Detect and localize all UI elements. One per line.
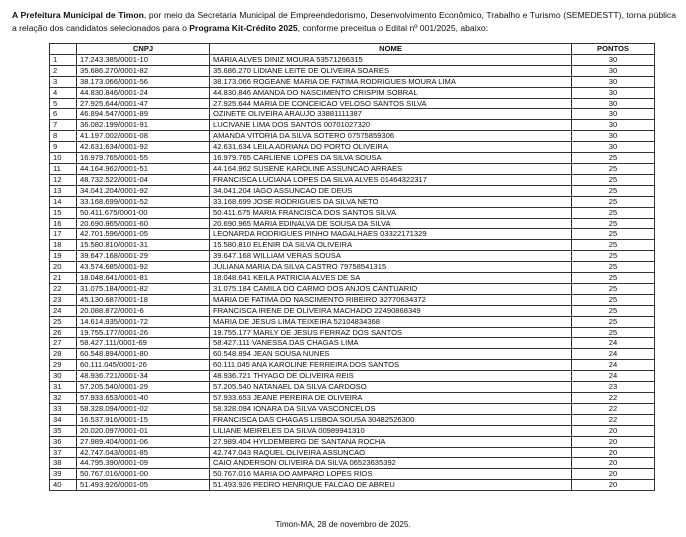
pontos-cell: 25 <box>572 153 655 164</box>
nome-cell: 34.041.204 IAGO ASSUNCAO DE DEUS <box>210 185 572 196</box>
cnpj-cell: 15.580.810/0001-31 <box>77 240 210 251</box>
cnpj-cell: 38.173.066/0001-56 <box>77 76 210 87</box>
table-row <box>50 229 655 240</box>
row-number: 23 <box>50 294 77 305</box>
table-row <box>50 480 655 491</box>
nome-cell: 57.205.540 NATANAEL DA SILVA CARDOSO <box>210 382 572 393</box>
nome-cell: MARIA ALVES DINIZ MOURA 53571266315 <box>210 54 572 65</box>
table-row <box>50 305 655 316</box>
table-row <box>50 142 655 153</box>
nome-cell: 44.164.962 SUSENE KAROLINE ASSUNCAO ARRAES <box>210 163 572 174</box>
row-number: 12 <box>50 174 77 185</box>
nome-cell: AMANDA VITORIA DA SILVA SOTERO 07575859306 <box>210 131 572 142</box>
table-row <box>50 382 655 393</box>
pontos-cell: 20 <box>572 480 655 491</box>
pontos-cell: 20 <box>572 447 655 458</box>
pontos-cell: 25 <box>572 163 655 174</box>
cnpj-cell: 44.795.390/0001-09 <box>77 458 210 469</box>
cnpj-cell: 57.933.653/0001-40 <box>77 393 210 404</box>
cnpj-cell: 44.164.962/0001-51 <box>77 163 210 174</box>
table-row <box>50 371 655 382</box>
table-row <box>50 349 655 360</box>
pontos-cell: 25 <box>572 251 655 262</box>
cnpj-cell: 20.690.965/0001-60 <box>77 218 210 229</box>
row-number: 3 <box>50 76 77 87</box>
row-number: 38 <box>50 458 77 469</box>
table-row <box>50 283 655 294</box>
row-number: 34 <box>50 414 77 425</box>
pontos-cell: 25 <box>572 305 655 316</box>
nome-cell: 19.755.177 MARLY DE JESUS FERRAZ DOS SANTOS <box>210 327 572 338</box>
row-number: 4 <box>50 87 77 98</box>
table-row <box>50 469 655 480</box>
pontos-cell: 25 <box>572 327 655 338</box>
footer-date: Timon-MA, 28 de novembro de 2025. <box>275 520 411 529</box>
pontos-cell: 30 <box>572 54 655 65</box>
row-number: 2 <box>50 65 77 76</box>
intro-text-1: , por meio da Secretaria Municipal de Empreendedorismo, Desenvolvimento Econômico, Trabalho e Turismo (SEMEDESTT), torna pública a relação dos candidatos selecionados para o <box>12 10 676 33</box>
row-number: 37 <box>50 447 77 458</box>
nome-cell: 33.168.699 JOSE RODRIGUES DA SILVA NETO <box>210 196 572 207</box>
cnpj-cell: 33.168.699/0001-52 <box>77 196 210 207</box>
row-number: 21 <box>50 273 77 284</box>
pontos-cell: 24 <box>572 338 655 349</box>
nome-cell: 60.548.894 JEAN SOUSA NUNES <box>210 349 572 360</box>
cnpj-cell: 14.614.935/0001-72 <box>77 316 210 327</box>
pontos-cell: 22 <box>572 414 655 425</box>
nome-cell: 39.647.168 WILLIAM VERAS SOUSA <box>210 251 572 262</box>
cnpj-cell: 43.574.685/0001-92 <box>77 262 210 273</box>
cnpj-cell: 50.767.016/0001-00 <box>77 469 210 480</box>
row-number: 40 <box>50 480 77 491</box>
row-number: 39 <box>50 469 77 480</box>
table-row <box>50 196 655 207</box>
table-row <box>50 262 655 273</box>
cnpj-cell: 41.197.002/0001-08 <box>77 131 210 142</box>
intro-bold-program: Programa Kit-Crédito 2025 <box>189 22 298 33</box>
table-row <box>50 436 655 447</box>
cnpj-cell: 57.205.540/0001-29 <box>77 382 210 393</box>
pontos-cell: 30 <box>572 76 655 87</box>
row-number: 18 <box>50 240 77 251</box>
row-number: 22 <box>50 283 77 294</box>
cnpj-cell: 34.041.204/0001-92 <box>77 185 210 196</box>
pontos-cell: 24 <box>572 371 655 382</box>
pontos-cell: 25 <box>572 185 655 196</box>
nome-cell: 51.493.926 PEDRO HENRIQUE FALCAO DE ABREU <box>210 480 572 491</box>
header-pontos: PONTOS <box>572 44 655 55</box>
cnpj-cell: 16.537.916/0001-15 <box>77 414 210 425</box>
cnpj-cell: 60.548.894/0001-80 <box>77 349 210 360</box>
row-number: 35 <box>50 425 77 436</box>
table-row <box>50 327 655 338</box>
table-row <box>50 98 655 109</box>
cnpj-cell: 48.936.721/0001-34 <box>77 371 210 382</box>
header-nome: NOME <box>210 44 572 55</box>
table-row <box>50 54 655 65</box>
nome-cell: 27.989.404 HYLDEMBERG DE SANTANA ROCHA <box>210 436 572 447</box>
cnpj-cell: 46.894.547/0001-89 <box>77 109 210 120</box>
cnpj-cell: 58.328.094/0001-02 <box>77 403 210 414</box>
intro-text-2: , conforme preceitua o Edital nº 001/2025, abaixo: <box>297 22 489 33</box>
nome-cell: 44.830.846 AMANDA DO NASCIMENTO CRISPIM SOBRAL <box>210 87 572 98</box>
nome-cell: 58.427.111 VANESSA DAS CHAGAS LIMA <box>210 338 572 349</box>
table-row <box>50 65 655 76</box>
table-row <box>50 120 655 131</box>
table-row <box>50 153 655 164</box>
row-number: 27 <box>50 338 77 349</box>
row-number: 36 <box>50 436 77 447</box>
row-number: 1 <box>50 54 77 65</box>
pontos-cell: 25 <box>572 174 655 185</box>
nome-cell: 15.580.810 ELENIR DA SILVA OLIVEIRA <box>210 240 572 251</box>
table-row <box>50 185 655 196</box>
row-number: 15 <box>50 207 77 218</box>
pontos-cell: 20 <box>572 458 655 469</box>
table-row <box>50 360 655 371</box>
table-row <box>50 393 655 404</box>
cnpj-cell: 50.411.675/0001-00 <box>77 207 210 218</box>
cnpj-cell: 48.732.522/0001-04 <box>77 174 210 185</box>
pontos-cell: 25 <box>572 316 655 327</box>
row-number: 28 <box>50 349 77 360</box>
table-row <box>50 163 655 174</box>
table-row <box>50 240 655 251</box>
row-number: 14 <box>50 196 77 207</box>
table-row <box>50 207 655 218</box>
cnpj-cell: 45.130.687/0001-18 <box>77 294 210 305</box>
cnpj-cell: 20.088.872/0001-6 <box>77 305 210 316</box>
table-row <box>50 403 655 414</box>
nome-cell: 50.411.675 MARIA FRANCISCA DOS SANTOS SILVA <box>210 207 572 218</box>
pontos-cell: 22 <box>572 393 655 404</box>
table-row <box>50 218 655 229</box>
row-number: 17 <box>50 229 77 240</box>
nome-cell: 27.925.644 MARIA DE CONCEICAO VELOSO SANTOS SILVA <box>210 98 572 109</box>
row-number: 16 <box>50 218 77 229</box>
table-row <box>50 251 655 262</box>
row-number: 25 <box>50 316 77 327</box>
cnpj-cell: 19.755.177/0001-26 <box>77 327 210 338</box>
table-row <box>50 174 655 185</box>
row-number: 11 <box>50 163 77 174</box>
row-number: 24 <box>50 305 77 316</box>
nome-cell: 50.767.016 MARIA DO AMPARO LOPES RIOS <box>210 469 572 480</box>
table-row <box>50 76 655 87</box>
row-number: 32 <box>50 393 77 404</box>
row-number: 13 <box>50 185 77 196</box>
nome-cell: LUCIVANE LIMA DOS SANTOS 00701027320 <box>210 120 572 131</box>
nome-cell: FRANCISCA LUCIANA LOPES DA SILVA ALVES 01464322317 <box>210 174 572 185</box>
pontos-cell: 24 <box>572 360 655 371</box>
pontos-cell: 30 <box>572 98 655 109</box>
nome-cell: 58.328.094 IONARA DA SILVA VASCONCELOS <box>210 403 572 414</box>
cnpj-cell: 35.686.270/0001-82 <box>77 65 210 76</box>
pontos-cell: 30 <box>572 120 655 131</box>
table-row <box>50 447 655 458</box>
nome-cell: 42.631.634 LEILA ADRIANA DO PORTO OLIVEIRA <box>210 142 572 153</box>
nome-cell: LILIANE MEIRELES DA SILVA 00989941310 <box>210 425 572 436</box>
pontos-cell: 30 <box>572 87 655 98</box>
pontos-cell: 25 <box>572 218 655 229</box>
nome-cell: 60.111.045 ANA KAROLINE FERREIRA DOS SANTOS <box>210 360 572 371</box>
pontos-cell: 23 <box>572 382 655 393</box>
nome-cell: FRANCISCA IRENE DE OLIVEIRA MACHADO 22490868349 <box>210 305 572 316</box>
table-row <box>50 87 655 98</box>
cnpj-cell: 60.111.045/0001-26 <box>77 360 210 371</box>
nome-cell: 20.690.965 MARIA EDINALVA DE SOUSA DA SILVA <box>210 218 572 229</box>
cnpj-cell: 42.631.634/0001-92 <box>77 142 210 153</box>
nome-cell: JULIANA MARIA DA SILVA CASTRO 79758541315 <box>210 262 572 273</box>
intro-paragraph <box>12 9 676 34</box>
table-row <box>50 273 655 284</box>
pontos-cell: 30 <box>572 142 655 153</box>
nome-cell: 42.747.043 RAQUEL OLIVEIRA ASSUNCAO <box>210 447 572 458</box>
row-number: 31 <box>50 382 77 393</box>
nome-cell: 31.075.184 CAMILA DO CARMO DOS ANJOS CANTUARIO <box>210 283 572 294</box>
table-row <box>50 316 655 327</box>
row-number: 5 <box>50 98 77 109</box>
row-number: 8 <box>50 131 77 142</box>
nome-cell: MARIA DE FATIMA DO NASCIMENTO RIBEIRO 32770634372 <box>210 294 572 305</box>
table-row <box>50 109 655 120</box>
pontos-cell: 25 <box>572 262 655 273</box>
pontos-cell: 22 <box>572 403 655 414</box>
cnpj-cell: 44.830.846/0001-24 <box>77 87 210 98</box>
nome-cell: 35.686.270 LIDIANE LEITE DE OLIVEIRA SOARES <box>210 65 572 76</box>
table-row <box>50 414 655 425</box>
nome-cell: 38.173.066 ROGEANE MARIA DE FATIMA RODRIGUES MOURA LIMA <box>210 76 572 87</box>
row-number: 9 <box>50 142 77 153</box>
nome-cell: FRANCISCA DAS CHAGAS LISBOA SOUSA 30482526300 <box>210 414 572 425</box>
nome-cell: OZINETE OLIVEIRA ARAUJO 33881111387 <box>210 109 572 120</box>
row-number: 20 <box>50 262 77 273</box>
cnpj-cell: 58.427.111/0001-69 <box>77 338 210 349</box>
pontos-cell: 25 <box>572 273 655 284</box>
cnpj-cell: 20.020.097/0001-01 <box>77 425 210 436</box>
table-header-row <box>50 44 655 55</box>
nome-cell: 57.933.653 JEANE PEREIRA DE OLIVEIRA <box>210 393 572 404</box>
nome-cell: 16.979.765 CARLIENE LOPES DA SILVA SOUSA <box>210 153 572 164</box>
pontos-cell: 30 <box>572 109 655 120</box>
nome-cell: CAIO ANDERSON OLIVEIRA DA SILVA 06523635392 <box>210 458 572 469</box>
table-row <box>50 458 655 469</box>
table-row <box>50 425 655 436</box>
pontos-cell: 25 <box>572 196 655 207</box>
row-number: 19 <box>50 251 77 262</box>
row-number: 7 <box>50 120 77 131</box>
pontos-cell: 20 <box>572 469 655 480</box>
cnpj-cell: 17.243.385/0001-10 <box>77 54 210 65</box>
table-row <box>50 294 655 305</box>
table-row <box>50 131 655 142</box>
row-number: 10 <box>50 153 77 164</box>
nome-cell: 48.936.721 THYAGO DE OLIVEIRA REIS <box>210 371 572 382</box>
header-num <box>50 44 77 55</box>
pontos-cell: 25 <box>572 229 655 240</box>
header-cnpj: CNPJ <box>77 44 210 55</box>
pontos-cell: 20 <box>572 425 655 436</box>
cnpj-cell: 36.082.199/0001-91 <box>77 120 210 131</box>
pontos-cell: 25 <box>572 240 655 251</box>
nome-cell: 18.048.641 KEILA PATRICIA ALVES DE SA <box>210 273 572 284</box>
pontos-cell: 25 <box>572 294 655 305</box>
table-row <box>50 338 655 349</box>
cnpj-cell: 31.075.184/0001-82 <box>77 283 210 294</box>
pontos-cell: 30 <box>572 65 655 76</box>
cnpj-cell: 27.989.404/0001-06 <box>77 436 210 447</box>
cnpj-cell: 16.979.765/0001-55 <box>77 153 210 164</box>
cnpj-cell: 39.647.168/0001-29 <box>77 251 210 262</box>
nome-cell: LEONARDA RODRIGUES PINHO MAGALHAES 03322171329 <box>210 229 572 240</box>
pontos-cell: 25 <box>572 207 655 218</box>
row-number: 33 <box>50 403 77 414</box>
cnpj-cell: 42.747.043/0001-85 <box>77 447 210 458</box>
selected-candidates-table <box>49 43 655 491</box>
intro-bold-lead: A Prefeitura Municipal de Timon <box>12 10 144 20</box>
row-number: 29 <box>50 360 77 371</box>
pontos-cell: 30 <box>572 131 655 142</box>
cnpj-cell: 27.925.644/0001-47 <box>77 98 210 109</box>
pontos-cell: 20 <box>572 436 655 447</box>
cnpj-cell: 18.048.641/0001-81 <box>77 273 210 284</box>
cnpj-cell: 42.701.596/0001-05 <box>77 229 210 240</box>
row-number: 30 <box>50 371 77 382</box>
pontos-cell: 24 <box>572 349 655 360</box>
cnpj-cell: 51.493.926/0001-05 <box>77 480 210 491</box>
row-number: 6 <box>50 109 77 120</box>
pontos-cell: 25 <box>572 283 655 294</box>
row-number: 26 <box>50 327 77 338</box>
nome-cell: MARIA DE JESUS LIMA TEIXEIRA 52104834368 <box>210 316 572 327</box>
